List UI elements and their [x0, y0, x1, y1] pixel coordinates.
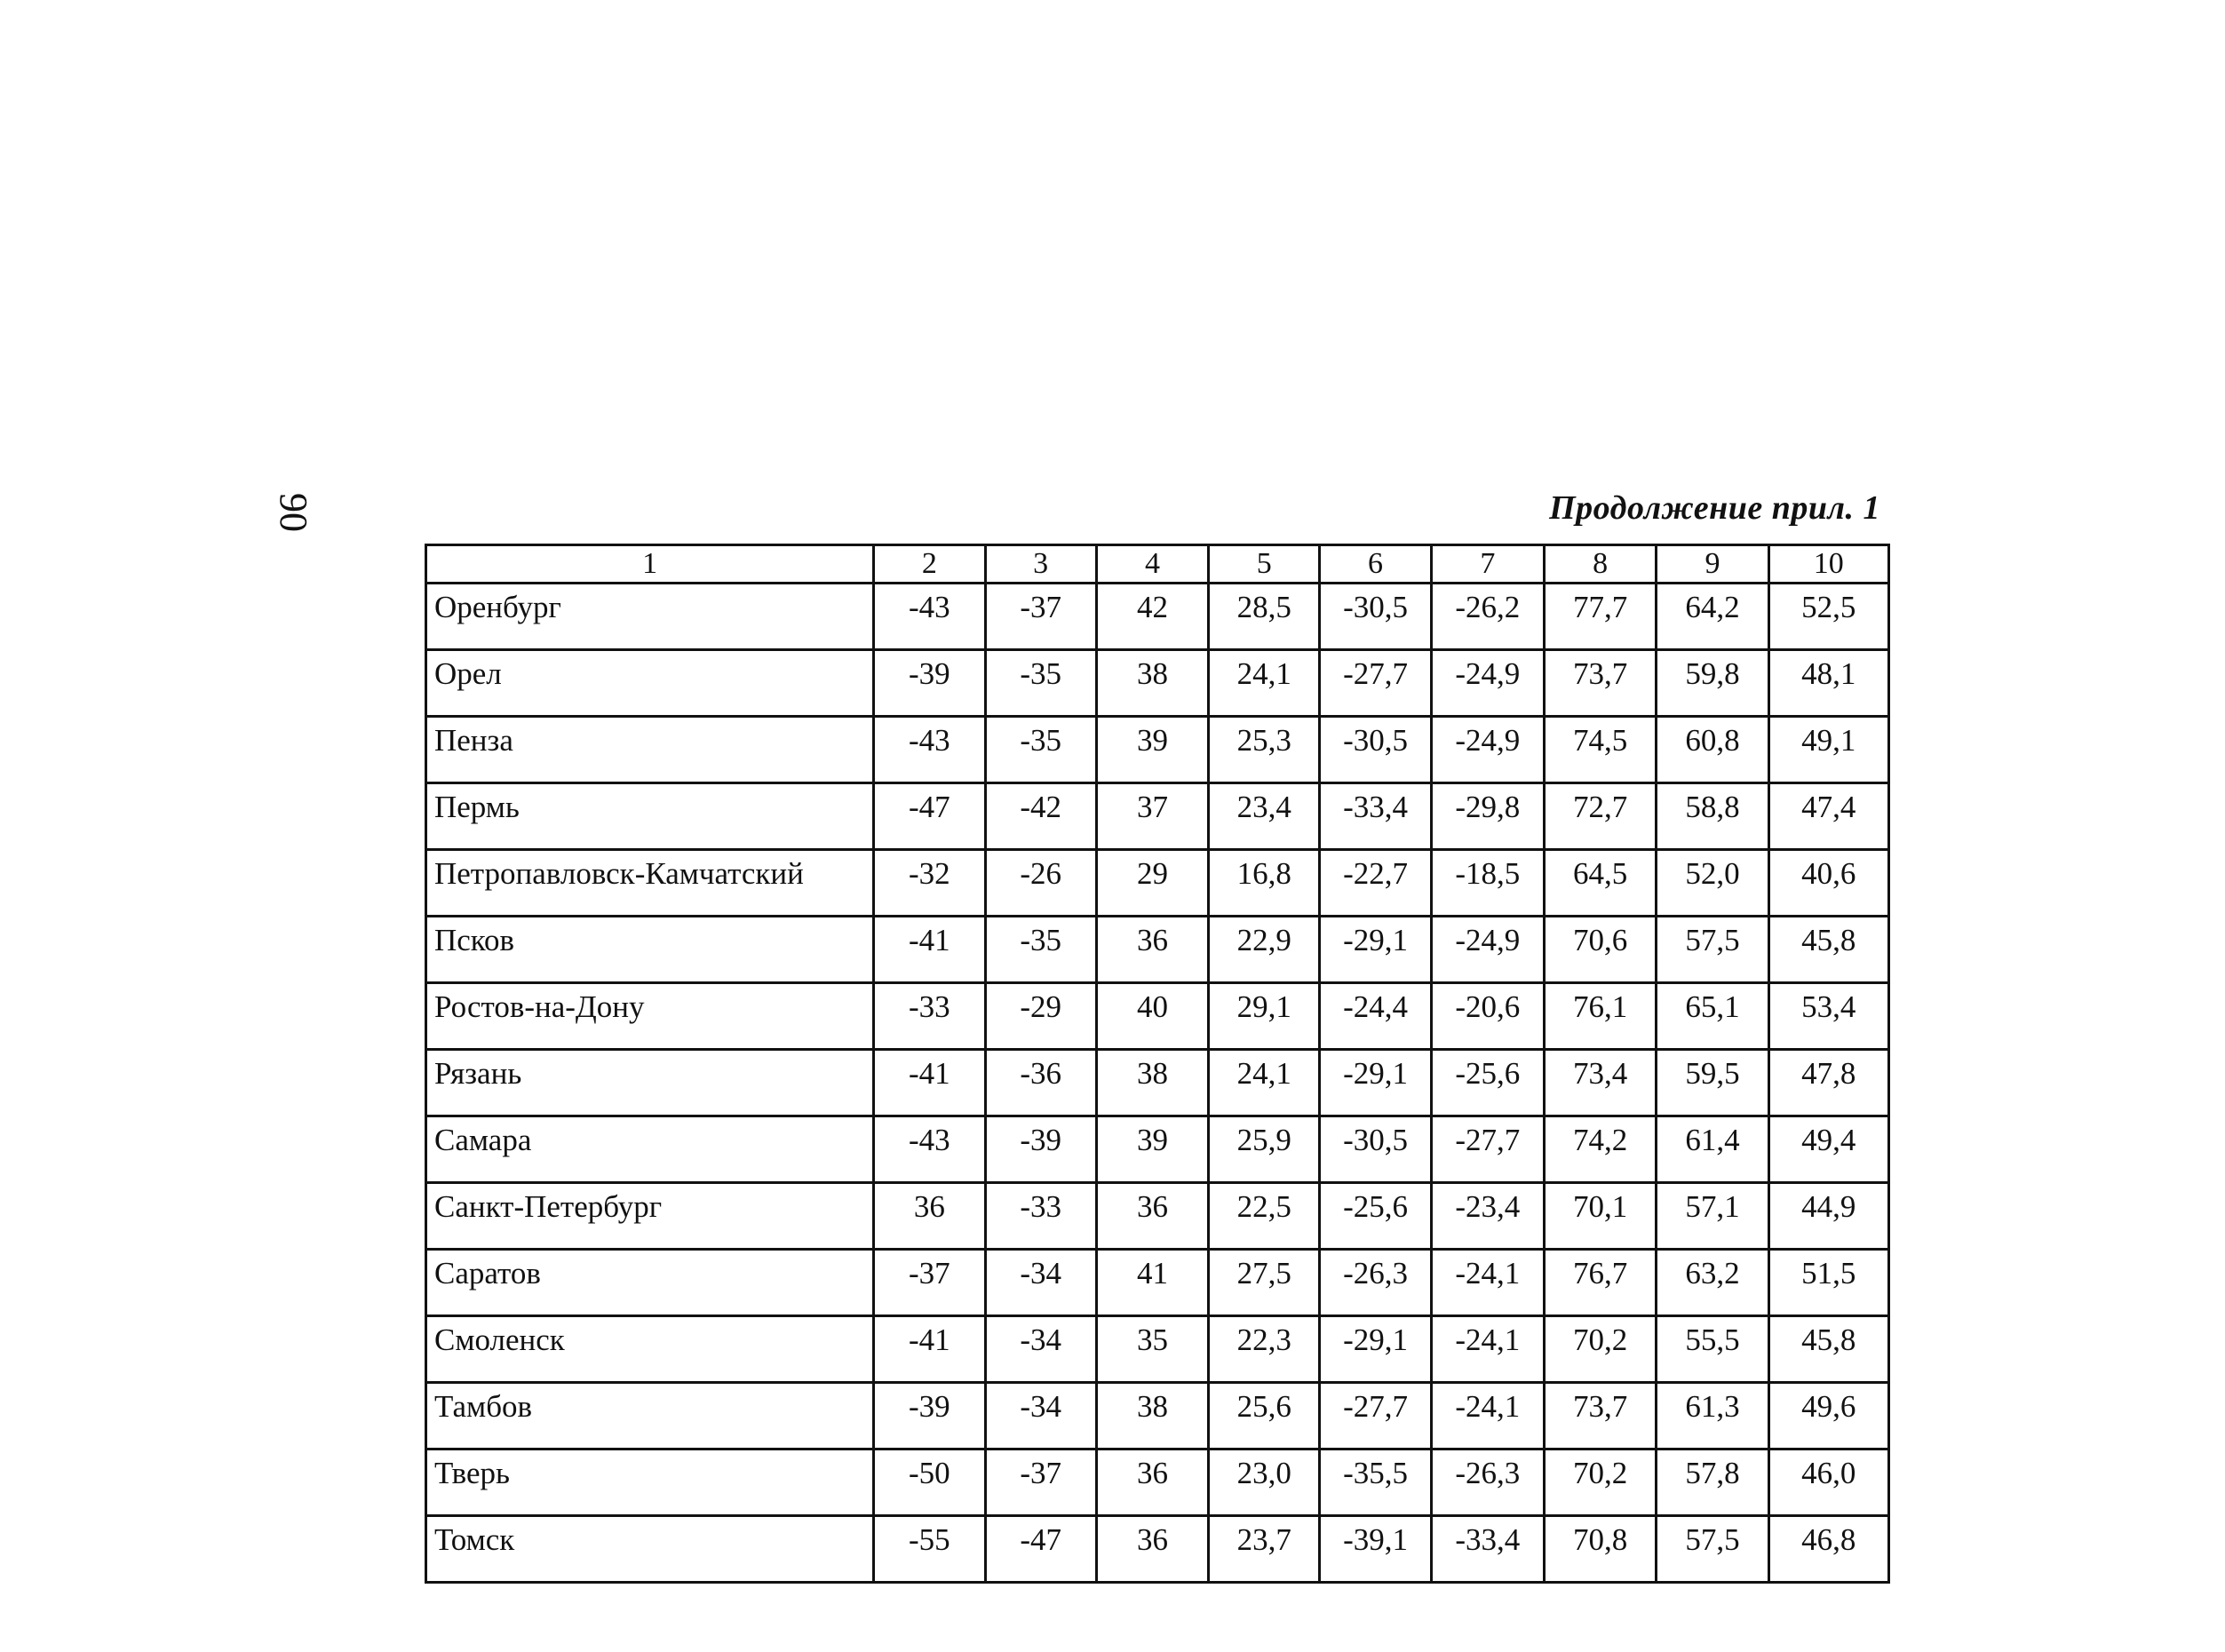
value-cell: -37 [985, 584, 1096, 650]
value-cell: 23,0 [1209, 1449, 1320, 1516]
page-number: 90 [272, 493, 315, 532]
value-cell: -35 [985, 917, 1096, 983]
table-header-row [426, 545, 1889, 584]
value-cell: 65,1 [1657, 983, 1768, 1050]
value-cell: -32 [874, 850, 985, 917]
value-cell: -26,3 [1320, 1250, 1431, 1316]
value-cell: 55,5 [1657, 1316, 1768, 1383]
value-cell: 49,1 [1768, 717, 1888, 783]
table-row [426, 1449, 1889, 1516]
value-cell: -33 [874, 983, 985, 1050]
value-cell: 70,1 [1545, 1183, 1657, 1250]
value-cell: 39 [1096, 1116, 1208, 1183]
value-cell: -27,7 [1320, 1383, 1431, 1449]
value-cell: -55 [874, 1516, 985, 1583]
continuation-label: Продолжение прил. 1 [1549, 489, 1880, 527]
value-cell: 42 [1096, 584, 1208, 650]
value-cell: 38 [1096, 1383, 1208, 1449]
value-cell: -24,9 [1431, 717, 1544, 783]
value-cell: 73,7 [1545, 650, 1657, 717]
value-cell: -39 [874, 650, 985, 717]
table-row [426, 1183, 1889, 1250]
value-cell: 35 [1096, 1316, 1208, 1383]
value-cell: -34 [985, 1383, 1096, 1449]
value-cell: 24,1 [1209, 650, 1320, 717]
value-cell: -26,2 [1431, 584, 1544, 650]
value-cell: -27,7 [1320, 650, 1431, 717]
value-cell: 28,5 [1209, 584, 1320, 650]
column-header: 10 [1768, 545, 1888, 584]
value-cell: 27,5 [1209, 1250, 1320, 1316]
value-cell: -33,4 [1320, 783, 1431, 850]
value-cell: 47,4 [1768, 783, 1888, 850]
value-cell: -24,1 [1431, 1250, 1544, 1316]
column-header: 2 [874, 545, 985, 584]
value-cell: -23,4 [1431, 1183, 1544, 1250]
value-cell: -39 [985, 1116, 1096, 1183]
city-name-cell: Санкт-Петербург [426, 1183, 874, 1250]
column-header: 1 [426, 545, 874, 584]
table-row [426, 1250, 1889, 1316]
value-cell: 73,7 [1545, 1383, 1657, 1449]
value-cell: -34 [985, 1250, 1096, 1316]
table-row [426, 917, 1889, 983]
value-cell: 40,6 [1768, 850, 1888, 917]
value-cell: -24,1 [1431, 1316, 1544, 1383]
value-cell: 74,2 [1545, 1116, 1657, 1183]
value-cell: 76,7 [1545, 1250, 1657, 1316]
table-row [426, 1050, 1889, 1116]
city-name-cell: Ростов-на-Дону [426, 983, 874, 1050]
value-cell: 36 [1096, 1449, 1208, 1516]
value-cell: -22,7 [1320, 850, 1431, 917]
table-row [426, 584, 1889, 650]
value-cell: 38 [1096, 650, 1208, 717]
value-cell: -39,1 [1320, 1516, 1431, 1583]
value-cell: 73,4 [1545, 1050, 1657, 1116]
value-cell: -37 [874, 1250, 985, 1316]
value-cell: -43 [874, 584, 985, 650]
table-row [426, 1316, 1889, 1383]
value-cell: 74,5 [1545, 717, 1657, 783]
table-row [426, 1516, 1889, 1583]
city-name-cell: Смоленск [426, 1316, 874, 1383]
column-header: 9 [1657, 545, 1768, 584]
table-row [426, 1116, 1889, 1183]
value-cell: -35 [985, 717, 1096, 783]
value-cell: -47 [985, 1516, 1096, 1583]
value-cell: 49,6 [1768, 1383, 1888, 1449]
value-cell: 41 [1096, 1250, 1208, 1316]
value-cell: 64,5 [1545, 850, 1657, 917]
value-cell: 70,8 [1545, 1516, 1657, 1583]
value-cell: 53,4 [1768, 983, 1888, 1050]
column-header: 7 [1431, 545, 1544, 584]
value-cell: -29 [985, 983, 1096, 1050]
value-cell: -24,9 [1431, 650, 1544, 717]
column-header: 5 [1209, 545, 1320, 584]
value-cell: 64,2 [1657, 584, 1768, 650]
table-row [426, 650, 1889, 717]
value-cell: 57,8 [1657, 1449, 1768, 1516]
table-row [426, 1383, 1889, 1449]
value-cell: 36 [1096, 917, 1208, 983]
value-cell: 57,5 [1657, 917, 1768, 983]
value-cell: 51,5 [1768, 1250, 1888, 1316]
value-cell: -30,5 [1320, 717, 1431, 783]
value-cell: -26,3 [1431, 1449, 1544, 1516]
value-cell: 44,9 [1768, 1183, 1888, 1250]
value-cell: -41 [874, 1050, 985, 1116]
value-cell: 22,5 [1209, 1183, 1320, 1250]
value-cell: -29,8 [1431, 783, 1544, 850]
value-cell: 46,8 [1768, 1516, 1888, 1583]
value-cell: -25,6 [1320, 1183, 1431, 1250]
value-cell: 39 [1096, 717, 1208, 783]
value-cell: 48,1 [1768, 650, 1888, 717]
value-cell: 70,2 [1545, 1449, 1657, 1516]
value-cell: 29 [1096, 850, 1208, 917]
value-cell: 16,8 [1209, 850, 1320, 917]
value-cell: -20,6 [1431, 983, 1544, 1050]
value-cell: -36 [985, 1050, 1096, 1116]
value-cell: 52,0 [1657, 850, 1768, 917]
city-name-cell: Тверь [426, 1449, 874, 1516]
table-row [426, 717, 1889, 783]
value-cell: -33,4 [1431, 1516, 1544, 1583]
value-cell: -33 [985, 1183, 1096, 1250]
value-cell: 59,5 [1657, 1050, 1768, 1116]
table-row [426, 783, 1889, 850]
value-cell: -24,4 [1320, 983, 1431, 1050]
city-name-cell: Петропавловск-Камчатский [426, 850, 874, 917]
climate-data-table [425, 544, 1890, 1584]
value-cell: 60,8 [1657, 717, 1768, 783]
value-cell: -42 [985, 783, 1096, 850]
value-cell: -29,1 [1320, 917, 1431, 983]
value-cell: -39 [874, 1383, 985, 1449]
city-name-cell: Орел [426, 650, 874, 717]
value-cell: 76,1 [1545, 983, 1657, 1050]
value-cell: 57,1 [1657, 1183, 1768, 1250]
value-cell: 25,3 [1209, 717, 1320, 783]
value-cell: 45,8 [1768, 917, 1888, 983]
value-cell: -43 [874, 717, 985, 783]
value-cell: 47,8 [1768, 1050, 1888, 1116]
value-cell: 58,8 [1657, 783, 1768, 850]
city-name-cell: Саратов [426, 1250, 874, 1316]
value-cell: -37 [985, 1449, 1096, 1516]
value-cell: 29,1 [1209, 983, 1320, 1050]
city-name-cell: Самара [426, 1116, 874, 1183]
value-cell: -24,1 [1431, 1383, 1544, 1449]
column-header: 6 [1320, 545, 1431, 584]
value-cell: 36 [874, 1183, 985, 1250]
value-cell: 25,9 [1209, 1116, 1320, 1183]
value-cell: 22,3 [1209, 1316, 1320, 1383]
table-row [426, 983, 1889, 1050]
table-body [426, 584, 1889, 1583]
value-cell: -47 [874, 783, 985, 850]
value-cell: 40 [1096, 983, 1208, 1050]
city-name-cell: Рязань [426, 1050, 874, 1116]
value-cell: 46,0 [1768, 1449, 1888, 1516]
value-cell: 38 [1096, 1050, 1208, 1116]
city-name-cell: Псков [426, 917, 874, 983]
city-name-cell: Пермь [426, 783, 874, 850]
value-cell: -18,5 [1431, 850, 1544, 917]
value-cell: 45,8 [1768, 1316, 1888, 1383]
value-cell: -30,5 [1320, 1116, 1431, 1183]
value-cell: -35 [985, 650, 1096, 717]
value-cell: -43 [874, 1116, 985, 1183]
value-cell: -50 [874, 1449, 985, 1516]
city-name-cell: Тамбов [426, 1383, 874, 1449]
city-name-cell: Пенза [426, 717, 874, 783]
value-cell: -41 [874, 917, 985, 983]
column-header: 8 [1545, 545, 1657, 584]
value-cell: -30,5 [1320, 584, 1431, 650]
value-cell: -26 [985, 850, 1096, 917]
value-cell: 37 [1096, 783, 1208, 850]
value-cell: 23,7 [1209, 1516, 1320, 1583]
value-cell: 70,2 [1545, 1316, 1657, 1383]
value-cell: 23,4 [1209, 783, 1320, 850]
value-cell: 59,8 [1657, 650, 1768, 717]
value-cell: 70,6 [1545, 917, 1657, 983]
value-cell: -41 [874, 1316, 985, 1383]
value-cell: 49,4 [1768, 1116, 1888, 1183]
value-cell: 25,6 [1209, 1383, 1320, 1449]
value-cell: 77,7 [1545, 584, 1657, 650]
value-cell: 52,5 [1768, 584, 1888, 650]
value-cell: 61,4 [1657, 1116, 1768, 1183]
value-cell: 24,1 [1209, 1050, 1320, 1116]
value-cell: -24,9 [1431, 917, 1544, 983]
value-cell: -29,1 [1320, 1316, 1431, 1383]
value-cell: 72,7 [1545, 783, 1657, 850]
value-cell: -27,7 [1431, 1116, 1544, 1183]
column-header: 4 [1096, 545, 1208, 584]
value-cell: 36 [1096, 1516, 1208, 1583]
table-row [426, 850, 1889, 917]
value-cell: -35,5 [1320, 1449, 1431, 1516]
city-name-cell: Оренбург [426, 584, 874, 650]
value-cell: 36 [1096, 1183, 1208, 1250]
value-cell: 57,5 [1657, 1516, 1768, 1583]
value-cell: 22,9 [1209, 917, 1320, 983]
city-name-cell: Томск [426, 1516, 874, 1583]
column-header: 3 [985, 545, 1096, 584]
value-cell: -25,6 [1431, 1050, 1544, 1116]
value-cell: 63,2 [1657, 1250, 1768, 1316]
value-cell: -34 [985, 1316, 1096, 1383]
value-cell: 61,3 [1657, 1383, 1768, 1449]
value-cell: -29,1 [1320, 1050, 1431, 1116]
